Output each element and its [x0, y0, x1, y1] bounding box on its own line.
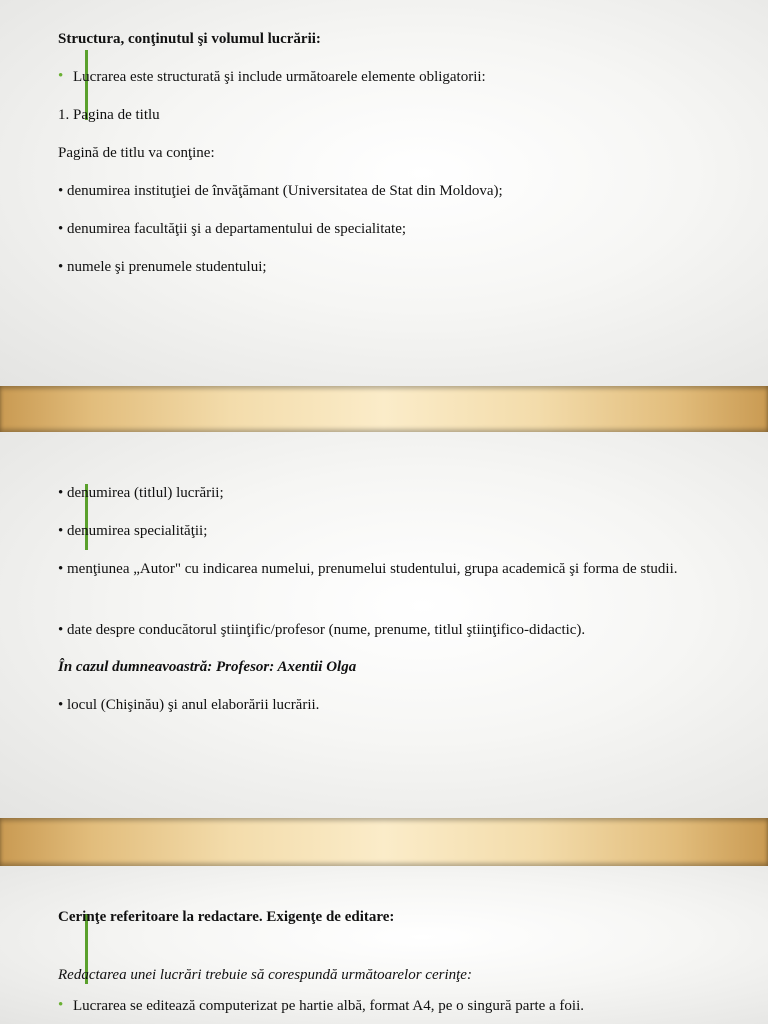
slide-3-bullet-text: Lucrarea se editează computerizat pe hartie albă, format A4, pe o singură parte a foii. [73, 998, 585, 1014]
slide-2-note: În cazul dumneavoastră: Profesor: Axentii Olga [58, 659, 357, 675]
slide-1-line: • numele şi prenumele studentului; [58, 259, 267, 275]
slide-1-line: • denumirea facultăţii şi a departamentului de specialitate; [58, 221, 407, 237]
slide-2 [0, 432, 768, 818]
slide-1-item-1: 1. Pagina de titlu [58, 107, 160, 123]
slide-1-line: • denumirea instituţiei de învăţămant (Universitatea de Stat din Moldova); [58, 183, 503, 199]
slide-2-line: • denumirea (titlul) lucrării; [58, 485, 224, 501]
slide-3 [0, 866, 768, 1024]
slide-2-line: • denumirea specialităţii; [58, 523, 208, 539]
slide-1-bullet-text: Lucrarea este structurată şi include următoarele elemente obligatorii: [73, 69, 486, 85]
slide-1-subheading: Pagină de titlu va conţine: [58, 145, 215, 161]
slide-1-heading: Structura, conţinutul şi volumul lucrării: [58, 31, 321, 47]
slide-3-intro: Redactarea unei lucrări trebuie să corespundă următoarelor cerinţe: [58, 967, 472, 983]
bullet-marker: • [58, 68, 64, 84]
slide-2-line: • menţiunea „Autor" cu indicarea numelui, prenumelui studentului, grupa academică şi forma de studii. [58, 561, 678, 577]
slide-2-line: • date despre conducătorul ştiinţific/profesor (nume, prenume, titlul ştiinţifico-didactic). [58, 622, 586, 638]
wood-divider [0, 386, 768, 432]
wood-divider [0, 818, 768, 866]
slide-2-last-line: • locul (Chişinău) şi anul elaborării lucrării. [58, 697, 320, 713]
slide-1 [0, 0, 768, 386]
bullet-marker: • [58, 997, 64, 1013]
slide-3-heading: Cerinţe referitoare la redactare. Exigenţe de editare: [58, 909, 395, 925]
